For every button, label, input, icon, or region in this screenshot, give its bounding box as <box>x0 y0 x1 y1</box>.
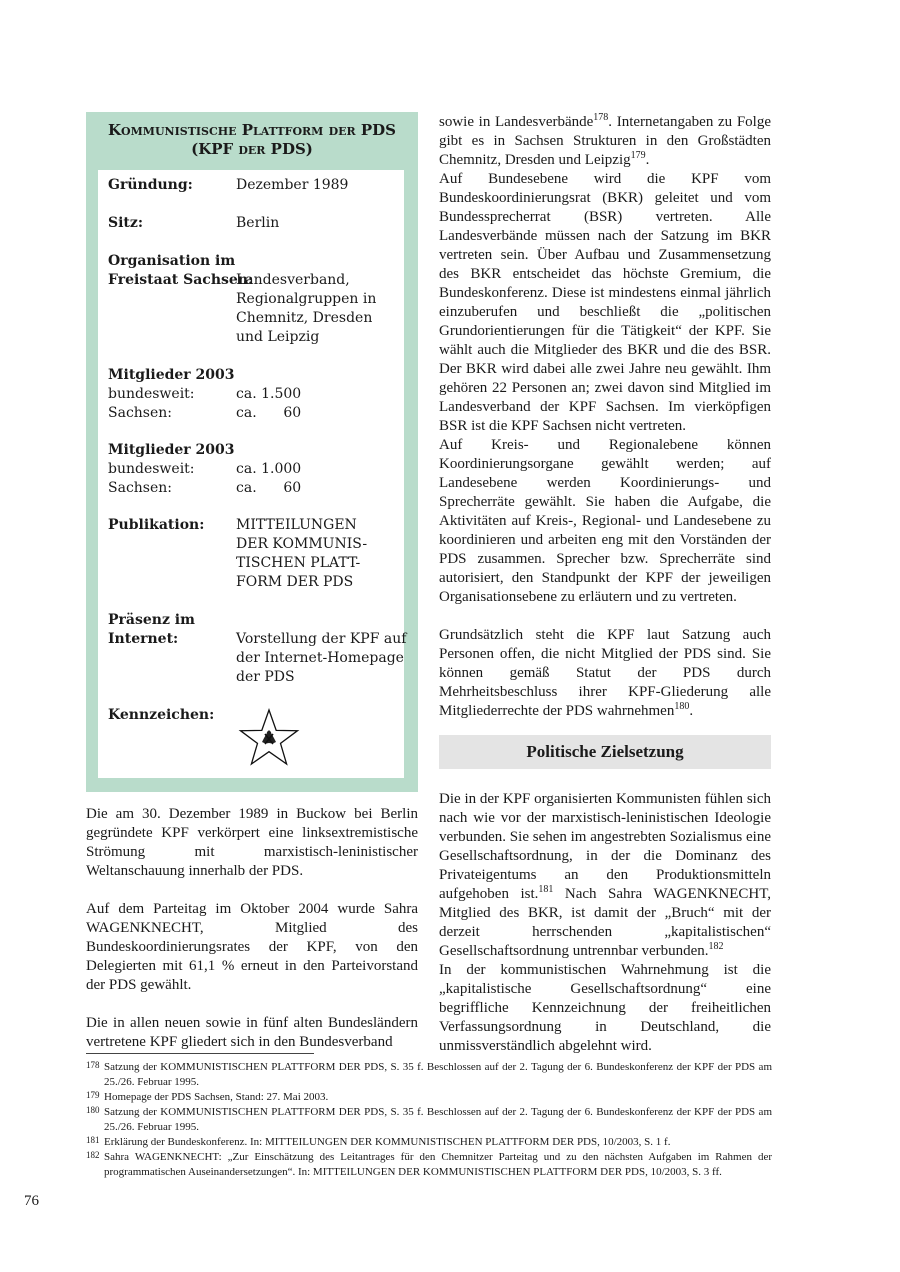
mitglieder-bundesweit-label-2: bundesweit: <box>108 461 195 477</box>
paragraph-landesverbaende <box>439 113 771 170</box>
kpf-star-emblem-icon <box>238 708 300 768</box>
footnote-181 <box>86 1135 772 1150</box>
organisation-value-4: und Leipzig <box>236 329 320 345</box>
paragraph-ideologie <box>439 790 771 961</box>
paragraph-gruendung: Die am 30. Dezember 1989 in Buckow bei Berlin gegründete KPF verkörpert eine linksextremistische Strömung mit marxistisch-leninistischer Weltanschauung innerhalb der PDS. <box>86 806 418 879</box>
footnote-ref-182[interactable]: 182 <box>708 941 724 952</box>
info-box <box>86 112 418 792</box>
footnote-number: 179 <box>86 1090 100 1100</box>
right-column-text-2 <box>439 790 771 1056</box>
footnote-text: Satzung der KOMMUNISTISCHEN PLATTFORM DER PDS, S. 35 f. Beschlossen auf der 2. Tagung der 6. Bundeskonferenz der KPF der PDS am 25./26. Februar 1995. <box>104 1061 772 1088</box>
praesenz-label-2: Internet: <box>108 631 179 647</box>
publikation-value-1: MITTEILUNGEN <box>236 517 357 533</box>
publikation-value-2: DER KOMMUNIS- <box>236 536 368 552</box>
page-number: 76 <box>24 1193 39 1209</box>
mitglieder-bundesweit-value: ca. 1.500 <box>236 386 302 402</box>
footnote-182 <box>86 1150 772 1180</box>
info-box-title <box>86 121 418 159</box>
footnote-ref-178[interactable]: 178 <box>593 112 609 123</box>
mitglieder-sachsen-label: Sachsen: <box>108 405 172 421</box>
paragraph-text: sowie in Landesverbände <box>439 114 594 130</box>
publikation-value-4: FORM DER PDS <box>236 574 354 590</box>
paragraph-text: . <box>689 703 694 719</box>
paragraph-text: . <box>645 152 650 168</box>
info-box-content <box>98 170 407 778</box>
footnotes <box>86 1060 772 1180</box>
mitglieder-sachsen-value-2: ca. 60 <box>236 480 302 496</box>
left-column-text <box>86 805 418 1052</box>
gruendung-label: Gründung: <box>108 177 193 193</box>
paragraph-parteitag: Auf dem Parteitag im Oktober 2004 wurde Sahra WAGENKNECHT, Mitglied des Bundeskoordinierungsrates der KPF, von den Delegierten mit 61,1 % erneut in den Parteivorstand der PDS gewählt. <box>86 901 418 993</box>
organisation-label-2: Freistaat Sachsen: <box>108 272 254 288</box>
mitglieder-bundesweit-label: bundesweit: <box>108 386 195 402</box>
organisation-label-1: Organisation im <box>108 253 236 269</box>
mitglieder-2003-label-2: Mitglieder 2003 <box>108 442 235 458</box>
footnote-178 <box>86 1060 772 1090</box>
footnote-divider <box>86 1053 314 1054</box>
paragraph-text: Die in der KPF organisierten Kommunisten fühlen sich nach wie vor der marxistisch-leninistischen Ideologie verbunden. Sie sehen im angestrebten Sozialismus eine Gesellschaftsordnung, in der die Dominanz des Privateigentums an den Produktionsmitteln aufgehoben ist. <box>439 791 771 902</box>
footnote-number: 182 <box>86 1150 100 1160</box>
mitglieder-sachsen-value: ca. 60 <box>236 405 302 421</box>
footnote-ref-180[interactable]: 180 <box>674 701 690 712</box>
footnote-text: Sahra WAGENKNECHT: „Zur Einschätzung des Leitantrages für den Chemnitzer Parteitag und zu den nächsten Aufgaben im Rahmen der programmatischen Auseinandersetzungen“. In: MITTEILUNGEN DER KOMMUNISTISCHEN PLATTFORM DER PDS, 10/2003, S. 3 ff. <box>104 1151 772 1178</box>
mitglieder-bundesweit-value-2: ca. 1.000 <box>236 461 302 477</box>
paragraph-satzung <box>439 626 771 721</box>
kennzeichen-label: Kennzeichen: <box>108 707 215 723</box>
publikation-value-3: TISCHEN PLATT- <box>236 555 361 571</box>
paragraph-text: Nach Sahra WAGENKNECHT, Mitglied des BKR, ist damit der „Bruch“ mit der derzeit herrschenden „kapitalistischen“ Gesellschaftsordnung untrennbar verbunden. <box>439 886 772 959</box>
paragraph-gliederung: Die in allen neuen sowie in fünf alten Bundesländern vertretene KPF gliedert sich in den Bundesverband <box>86 1015 418 1050</box>
footnote-179 <box>86 1090 772 1105</box>
praesenz-value-1: Vorstellung der KPF auf <box>236 631 407 647</box>
footnote-text: Homepage der PDS Sachsen, Stand: 27. Mai 2003. <box>104 1091 329 1103</box>
praesenz-value-3: der PDS <box>236 669 295 685</box>
praesenz-label-1: Präsenz im <box>108 612 195 628</box>
sitz-label: Sitz: <box>108 215 144 231</box>
publikation-label: Publikation: <box>108 517 205 533</box>
praesenz-value-2: der Internet-Homepage <box>236 650 404 666</box>
footnote-ref-179[interactable]: 179 <box>630 150 646 161</box>
footnote-number: 180 <box>86 1105 100 1115</box>
info-box-title-line2: (KPF der PDS) <box>191 140 313 158</box>
paragraph-wahrnehmung: In der kommunistischen Wahrnehmung ist die „kapitalistische Gesellschaftsordnung“ eine begriffliche Kennzeichnung der freiheitlichen Verfassungsordnung in Deutschland, die unmissverständlich abgelehnt wird. <box>439 962 771 1054</box>
mitglieder-2003-label: Mitglieder 2003 <box>108 367 235 383</box>
right-column-text <box>439 113 771 721</box>
sitz-value: Berlin <box>236 215 280 231</box>
footnote-ref-181[interactable]: 181 <box>538 884 554 895</box>
footnote-number: 181 <box>86 1135 100 1145</box>
footnote-number: 178 <box>86 1060 100 1070</box>
organisation-value-1: Landesverband, <box>236 272 350 288</box>
mitglieder-sachsen-label-2: Sachsen: <box>108 480 172 496</box>
paragraph-bundesebene: Auf Bundesebene wird die KPF vom Bundeskoordinierungsrat (BKR) geleitet und vom Bundessprecherrat (BSR) vertreten. Alle Landesverbände müssen nach der Satzung im BKR vertreten sein. Über Aufbau und Zusammensetzung des BKR entscheidet das höchste Gremium, die Bundeskonferenz. Diese ist mindestens einmal jährlich einzuberufen und beschließt die „politischen Grundorientierungen für die Tätigkeit“ der KPF. Sie wählt auch die Mitglieder des BKR und die des BSR. Der BKR wird dabei alle zwei Jahre neu gewählt. Ihm gehören 22 Personen an; zwei davon sind Mitglied im Landesverband der KPF Sachsen. Im vierköpfigen BSR ist die KPF Sachsen nicht vertreten. <box>439 171 771 434</box>
footnote-text: Satzung der KOMMUNISTISCHEN PLATTFORM DER PDS, S. 35 f. Beschlossen auf der 2. Tagung der 6. Bundeskonferenz der KPF der PDS am 25./26. Februar 1995. <box>104 1106 772 1133</box>
footnote-text: Erklärung der Bundeskonferenz. In: MITTEILUNGEN DER KOMMUNISTISCHEN PLATTFORM DER PDS, 10/2003, S. 1 f. <box>104 1136 671 1148</box>
info-box-title-line1: Kommunistische Plattform der PDS <box>107 121 396 139</box>
organisation-value-3: Chemnitz, Dresden <box>236 310 373 326</box>
paragraph-kreisebene: Auf Kreis- und Regionalebene können Koordinierungsorgane gewählt werden; auf Landesebene werden Koordinierungs- und Sprecherräte gewählt. Sie haben die Aufgabe, die Aktivitäten auf Kreis-, Regional- und Landesebene zu koordinieren und arbeiten eng mit den Vorständen der PDS zusammen. Sprecher bzw. Sprecherräte sind autorisiert, den Standpunkt der KPF der jeweiligen Organisationsebene zu erläutern und zu vertreten. <box>439 437 771 605</box>
paragraph-text: . Internetangaben zu Folge gibt es in Sachsen Strukturen in den Großstädten Chemnitz, Dresden und Leipzig <box>439 114 771 168</box>
organisation-value-2: Regionalgruppen in <box>236 291 377 307</box>
footnote-180 <box>86 1105 772 1135</box>
gruendung-value: Dezember 1989 <box>236 177 349 193</box>
paragraph-text: Grundsätzlich steht die KPF laut Satzung auch Personen offen, die nicht Mitglied der PDS sind. Sie können gemäß Statut der PDS durch Mehrheitsbeschluss ihrer KPF-Gliederung alle Mitgliederrechte der PDS wahrnehmen <box>439 627 771 719</box>
section-heading-politische-zielsetzung: Politische Zielsetzung <box>439 735 771 769</box>
